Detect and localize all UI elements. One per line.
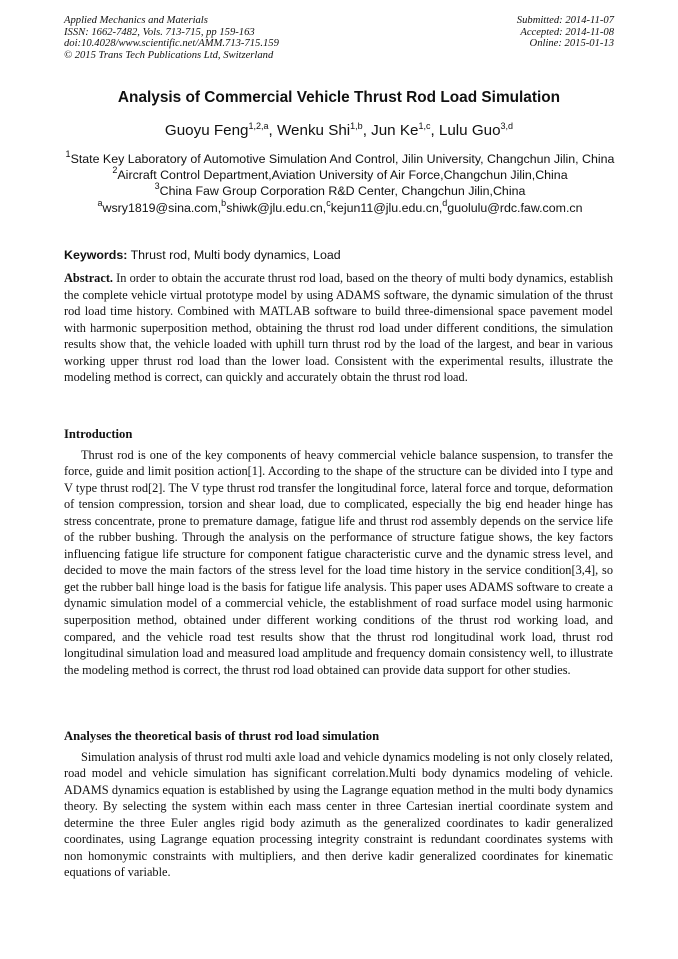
doi: doi:10.4028/www.scientific.net/AMM.713-715.159 [64, 38, 279, 50]
accepted-date: Accepted: 2014-11-08 [520, 26, 614, 38]
paragraph: Simulation analysis of thrust rod multi axle load and vehicle dynamics modeling is not only closely related, road model and vehicle simulation has significant correlation.Multi body dynamics modeling of vehicle. ADAMS dynamics equation is established by using the Lagrange equation method in the multi body dynamics theory. By selecting the system within each mass center in three Cartesian inertial coordinate system and determine the three Euler angles rigid body azimuth as the generalized coordinates to kadir generalized coordinates, using Lagrange equation processing integrity constraint is redundant coordinates systems with non homonymic constraints with multipliers, and then derive kadir generalized coordinates for kinematic equations of variable. [64, 749, 613, 880]
affiliations [60, 151, 620, 216]
copyright: © 2015 Trans Tech Publications Ltd, Switzerland [64, 49, 274, 61]
section-theoretical-basis [64, 728, 613, 881]
paper-title: Analysis of Commercial Vehicle Thrust Rod Load Simulation [117, 89, 561, 106]
emails: $^a$wsry1819@sina.com,$^b$shiwk@jlu.edu.cn,$^c$kejun11@jlu.edu.cn,$^d$guolulu@rdc.faw.com.cn [97, 197, 583, 215]
author: Wenku Shi$^{1,b}$, [277, 121, 372, 139]
paragraph: Thrust rod is one of the key components of heavy commercial vehicle balance suspension, to transfer the force, guide and limit position action[1]. According to the shape of the structure can be divided into I type and V type thrust rod[2]. The V type thrust rod transfer the longitudinal force, lateral force and torque, deformation of tension compression, torsion and shear load, due to complicated, especially the big end header hinge has stress concentrate, prone to premature damage, fatigue life and thrust rod assembly depends on the service life of the rubber bushing. Through the analysis on the performance of structure fatigue shows, the key factors influencing fatigue life structure for component fatigue characteristic curve and the dynamic stress level, and decided to move the main factors of the stress level for the load time history in the service condition[3,4], so get the rubber ball hinge load is the basis for fatigue life analysis. This paper uses ADAMS software to create a dynamic simulation model of a commercial vehicle, the establishment of road surface model using harmonic superposition method, obtained under different working conditions of the thrust rod working load, and compared, and the vehicle road test results show that the thrust rod longitudinal work load, thrust rod longitudinal simulation load and measured load amplitude and frequency domain consistency well, to illustrate the modeling method is correct, the thrust rod load obtained can provide data support for other studies. [64, 447, 613, 677]
section-heading: Analyses the theoretical basis of thrust rod load simulation [64, 729, 380, 743]
author: Jun Ke$^{1,c}$, [371, 121, 439, 139]
section-introduction [64, 426, 613, 678]
affiliation: $^1$State Key Laboratory of Automotive Simulation And Control, Jilin University, Changchun Jilin, China [65, 149, 615, 166]
submitted-date: Submitted: 2014-11-07 [516, 15, 614, 26]
journal-name: Applied Mechanics and Materials [64, 15, 208, 26]
journal-info [64, 15, 279, 61]
keywords: Keywords: Thrust rod, Multi body dynamics, Load [64, 248, 341, 262]
affiliation: $^2$Aircraft Control Department,Aviation University of Air Force,Changchun Jilin,China [112, 165, 568, 183]
author: Guoyu Feng$^{1,2,a}$, [164, 121, 277, 139]
affiliation: $^3$China Faw Group Corporation R&D Center, Changchun Jilin,China [154, 181, 526, 199]
abstract: Abstract. In order to obtain the accurate thrust rod load, based on the theory of multi body dynamics, establish the complete vehicle virtual prototype model by using ADAMS software, the dynamic simulation of the thrust rod load time history. Combined with MATLAB software to build three-dimensional space pavement model with harmonic superposition method, obtaining the thrust rod load under different conditions, the simulation results show that, the vehicle loaded with uphill turn thrust rod by the load of the largest, and bear in various working upper thrust rod load than the lower load. Consistent with the experimental results, illustrate the modeling method is correct, can quickly and accurately obtain the thrust rod load. [64, 271, 613, 385]
author: Lulu Guo$^{3,d}$ [438, 121, 514, 139]
issn: ISSN: 1662-7482, Vols. 713-715, pp 159-163 [64, 26, 255, 38]
author-list [0, 122, 678, 139]
submission-dates [517, 15, 614, 50]
section-heading: Introduction [64, 427, 133, 441]
online-date: Online: 2015-01-13 [529, 38, 614, 50]
